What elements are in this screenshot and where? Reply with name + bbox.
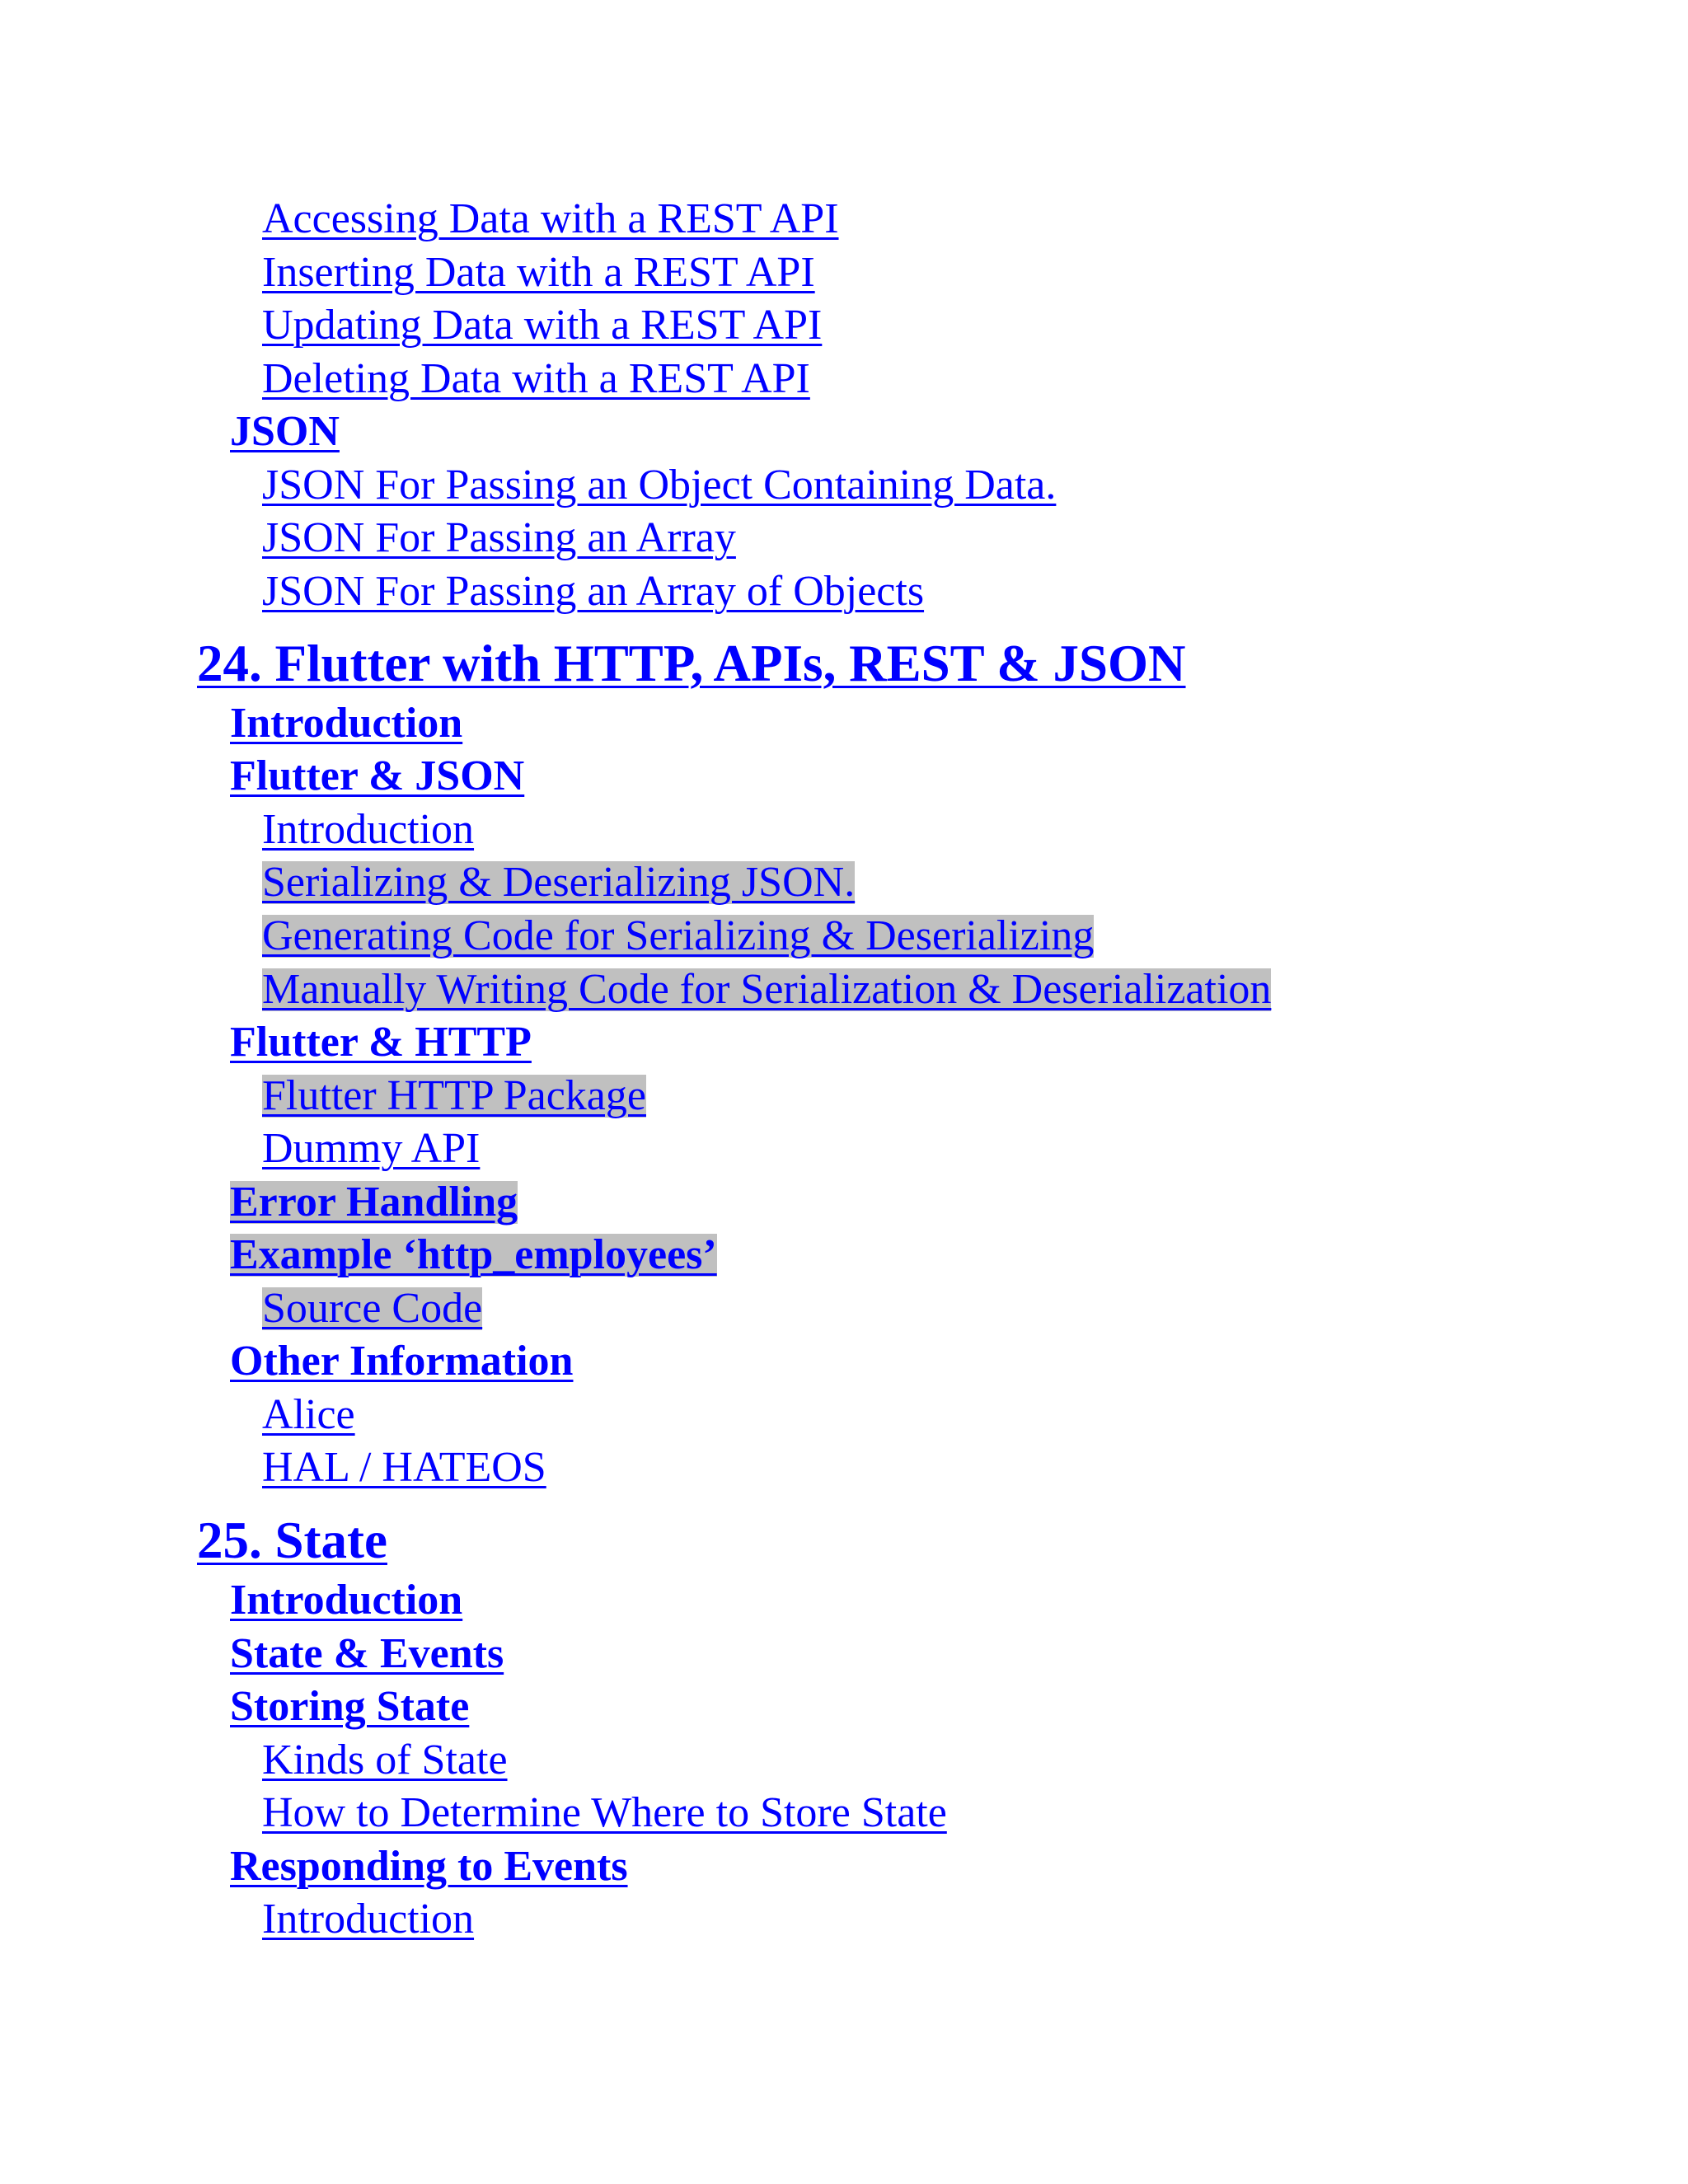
- toc-link-inserting-data-rest-api[interactable]: Inserting Data with a REST API: [262, 249, 815, 296]
- toc-section-state-events[interactable]: State & Events: [230, 1630, 504, 1677]
- toc-link-kinds-of-state[interactable]: Kinds of State: [262, 1736, 508, 1783]
- toc-link-introduction[interactable]: Introduction: [262, 806, 475, 853]
- toc-link-dummy-api[interactable]: Dummy API: [262, 1125, 481, 1172]
- toc-link-updating-data-rest-api[interactable]: Updating Data with a REST API: [262, 302, 823, 349]
- toc-link-deleting-data-rest-api[interactable]: Deleting Data with a REST API: [262, 355, 810, 402]
- toc-chapter-24[interactable]: 24. Flutter with HTTP, APIs, REST & JSON: [197, 635, 1186, 692]
- toc-link-source-code[interactable]: Source Code: [262, 1285, 483, 1332]
- toc-link-json-array[interactable]: JSON For Passing an Array: [262, 514, 736, 561]
- toc-link-json-object[interactable]: JSON For Passing an Object Containing Data.: [262, 462, 1057, 509]
- toc-link-where-to-store-state[interactable]: How to Determine Where to Store State: [262, 1789, 947, 1836]
- toc-section-state-introduction[interactable]: Introduction: [230, 1577, 463, 1624]
- toc-section-flutter-http[interactable]: Flutter & HTTP: [230, 1019, 532, 1066]
- toc-link-alice[interactable]: Alice: [262, 1391, 355, 1438]
- toc-link-hal-hateos[interactable]: HAL / HATEOS: [262, 1444, 546, 1491]
- toc-link-generating-code[interactable]: Generating Code for Serializing & Deserializing: [262, 912, 1095, 959]
- toc-chapter-25[interactable]: 25. State: [197, 1511, 387, 1569]
- toc-section-json[interactable]: JSON: [230, 408, 340, 455]
- toc-link-events-introduction[interactable]: Introduction: [262, 1896, 475, 1943]
- toc-link-serializing-json[interactable]: Serializing & Deserializing JSON.: [262, 859, 856, 906]
- toc-link-accessing-data-rest-api[interactable]: Accessing Data with a REST API: [262, 195, 839, 242]
- toc-link-json-array-of-objects[interactable]: JSON For Passing an Array of Objects: [262, 568, 925, 615]
- toc-link-manually-writing-code[interactable]: Manually Writing Code for Serialization & Deserialization: [262, 966, 1272, 1013]
- toc-section-example-http-employees[interactable]: Example ‘http_employees’: [230, 1231, 717, 1278]
- toc-section-storing-state[interactable]: Storing State: [230, 1683, 470, 1730]
- toc-section-error-handling[interactable]: Error Handling: [230, 1179, 518, 1226]
- toc-section-other-information[interactable]: Other Information: [230, 1338, 574, 1385]
- toc-section-flutter-json[interactable]: Flutter & JSON: [230, 752, 525, 799]
- toc-section-introduction[interactable]: Introduction: [230, 700, 463, 747]
- toc-link-flutter-http-package[interactable]: Flutter HTTP Package: [262, 1072, 646, 1119]
- toc-section-responding-to-events[interactable]: Responding to Events: [230, 1843, 628, 1890]
